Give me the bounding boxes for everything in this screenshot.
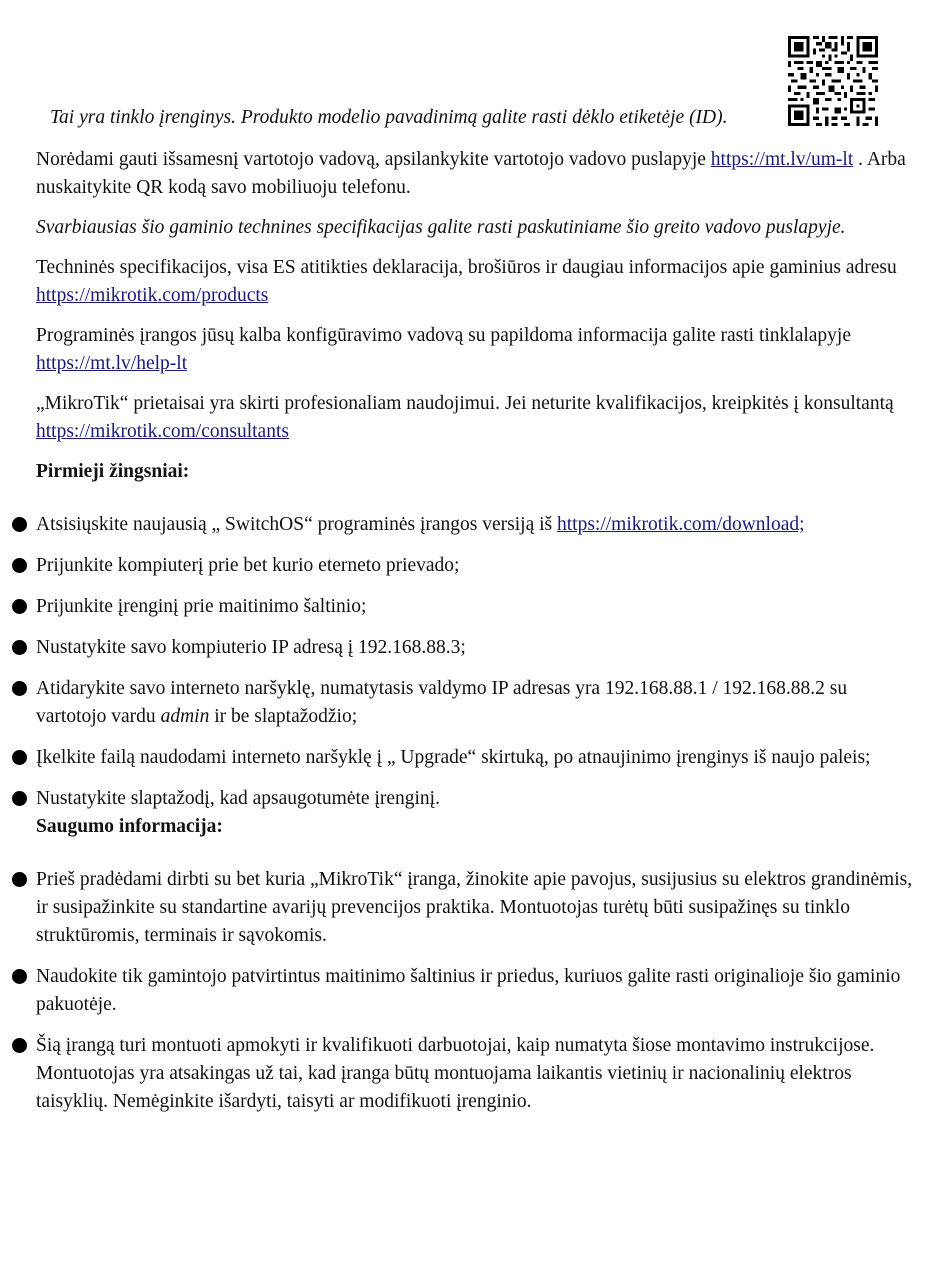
step-text: Prijunkite kompiuterį prie bet kurio eterneto prievado; — [36, 555, 460, 576]
list-item — [36, 866, 916, 950]
specifications-note-text: Svarbiausias šio gaminio technines specifikacijas galite rasti paskutiniame šio greito vadovo puslapyje. — [36, 217, 846, 238]
bullet-icon — [12, 558, 27, 573]
intro-text: Tai yra tinklo įrenginys. Produkto modelio pavadinimą galite rasti dėklo etiketėje (ID). — [50, 107, 728, 128]
safety-heading: Saugumo informacija: — [36, 816, 223, 837]
qr-instruction-text: . Arba nuskaitykite QR kodą savo mobiliuoju telefonu. — [36, 149, 906, 198]
bullet-icon — [12, 599, 27, 614]
products-link[interactable]: https://mikrotik.com/products — [36, 285, 269, 306]
safety-list — [36, 866, 916, 1116]
products-paragraph — [36, 254, 916, 310]
first-steps-list — [36, 511, 916, 813]
list-item — [36, 511, 916, 539]
list-item — [36, 963, 916, 1019]
bullet-icon — [12, 969, 27, 984]
list-item — [36, 744, 916, 772]
step-text: ir be slaptažodžio; — [209, 706, 358, 727]
admin-username: admin — [160, 706, 210, 727]
help-text: Programinės įrangos jūsų kalba konfigūravimo vadovą su papildoma informacija galite rasti tinklalapyje — [36, 325, 852, 346]
step-text: Atsisiųskite naujausią „ SwitchOS“ programinės įrangos versiją iš — [36, 514, 557, 535]
bullet-icon — [12, 791, 27, 806]
step-text: Prijunkite įrenginį prie maitinimo šaltinio; — [36, 596, 367, 617]
step-text: Atidarykite savo interneto naršyklę, numatytasis valdymo IP adresas yra 192.168.88.1 / 192.168.88.2 su vartotojo vardu — [36, 678, 848, 727]
bullet-icon — [12, 750, 27, 765]
list-item — [36, 785, 916, 813]
qr-code-icon[interactable] — [788, 36, 878, 126]
consultants-link[interactable]: https://mikrotik.com/consultants — [36, 421, 289, 442]
bullet-icon — [12, 681, 27, 696]
bullet-icon — [12, 640, 27, 655]
consultants-paragraph — [36, 390, 916, 446]
user-manual-paragraph — [36, 146, 916, 202]
consultants-text: „MikroTik“ prietaisai yra skirti profesionaliam naudojimui. Jei neturite kvalifikacijos, kreipkitės į konsultantą — [36, 393, 894, 414]
bullet-icon — [12, 517, 27, 532]
bullet-icon — [12, 872, 27, 887]
safety-text: Naudokite tik gamintojo patvirtintus maitinimo šaltinius ir priedus, kuriuos galite rasti originalioje šio gaminio pakuotėje. — [36, 966, 901, 1015]
bullet-icon — [12, 1038, 27, 1053]
list-item — [36, 1032, 916, 1116]
specifications-note — [36, 214, 916, 242]
step-text: Įkelkite failą naudodami interneto naršyklę į „ Upgrade“ skirtuką, po atnaujinimo įrenginys iš naujo paleis; — [36, 747, 871, 768]
help-link[interactable]: https://mt.lv/help-lt — [36, 353, 188, 374]
download-link[interactable]: https://mikrotik.com/download; — [557, 514, 805, 535]
safety-text: Šią įrangą turi montuoti apmokyti ir kvalifikuoti darbuotojai, kaip numatyta šiose montavimo instrukcijose. Montuotojas yra atsakingas už tai, kad įranga būtų montuojama laikantis vietinių ir nacionalinių elektros taisyklių. Nemėginkite išardyti, taisyti ar modifikuoti įrenginio. — [36, 1035, 875, 1112]
step-text: Nustatykite savo kompiuterio IP adresą į 192.168.88.3; — [36, 637, 466, 658]
products-text: Techninės specifikacijos, visa ES atitikties deklaracija, brošiūros ir daugiau informacijos apie gaminius adresu — [36, 257, 897, 278]
user-manual-link[interactable]: https://mt.lv/um-lt — [710, 149, 854, 170]
step-text: Nustatykite slaptažodį, kad apsaugotumėte įrenginį. — [36, 788, 440, 809]
user-manual-text: Norėdami gauti išsamesnį vartotojo vadovą, apsilankykite vartotojo vadovo puslapyje — [36, 149, 711, 170]
list-item — [36, 675, 916, 731]
safety-text: Prieš pradėdami dirbti su bet kuria „MikroTik“ įranga, žinokite apie pavojus, susijusius su elektros grandinėmis, ir susipažinkite su standartine avarijų prevencijos praktika. Montuotojas turėtų būti susipažinęs su tinklo struktūromis, terminais ir sąvokomis. — [36, 869, 913, 946]
help-paragraph — [36, 322, 916, 378]
list-item — [36, 552, 916, 580]
first-steps-heading: Pirmieji žingsniai: — [36, 461, 190, 482]
document-body — [36, 146, 916, 1129]
list-item — [36, 593, 916, 621]
list-item — [36, 634, 916, 662]
